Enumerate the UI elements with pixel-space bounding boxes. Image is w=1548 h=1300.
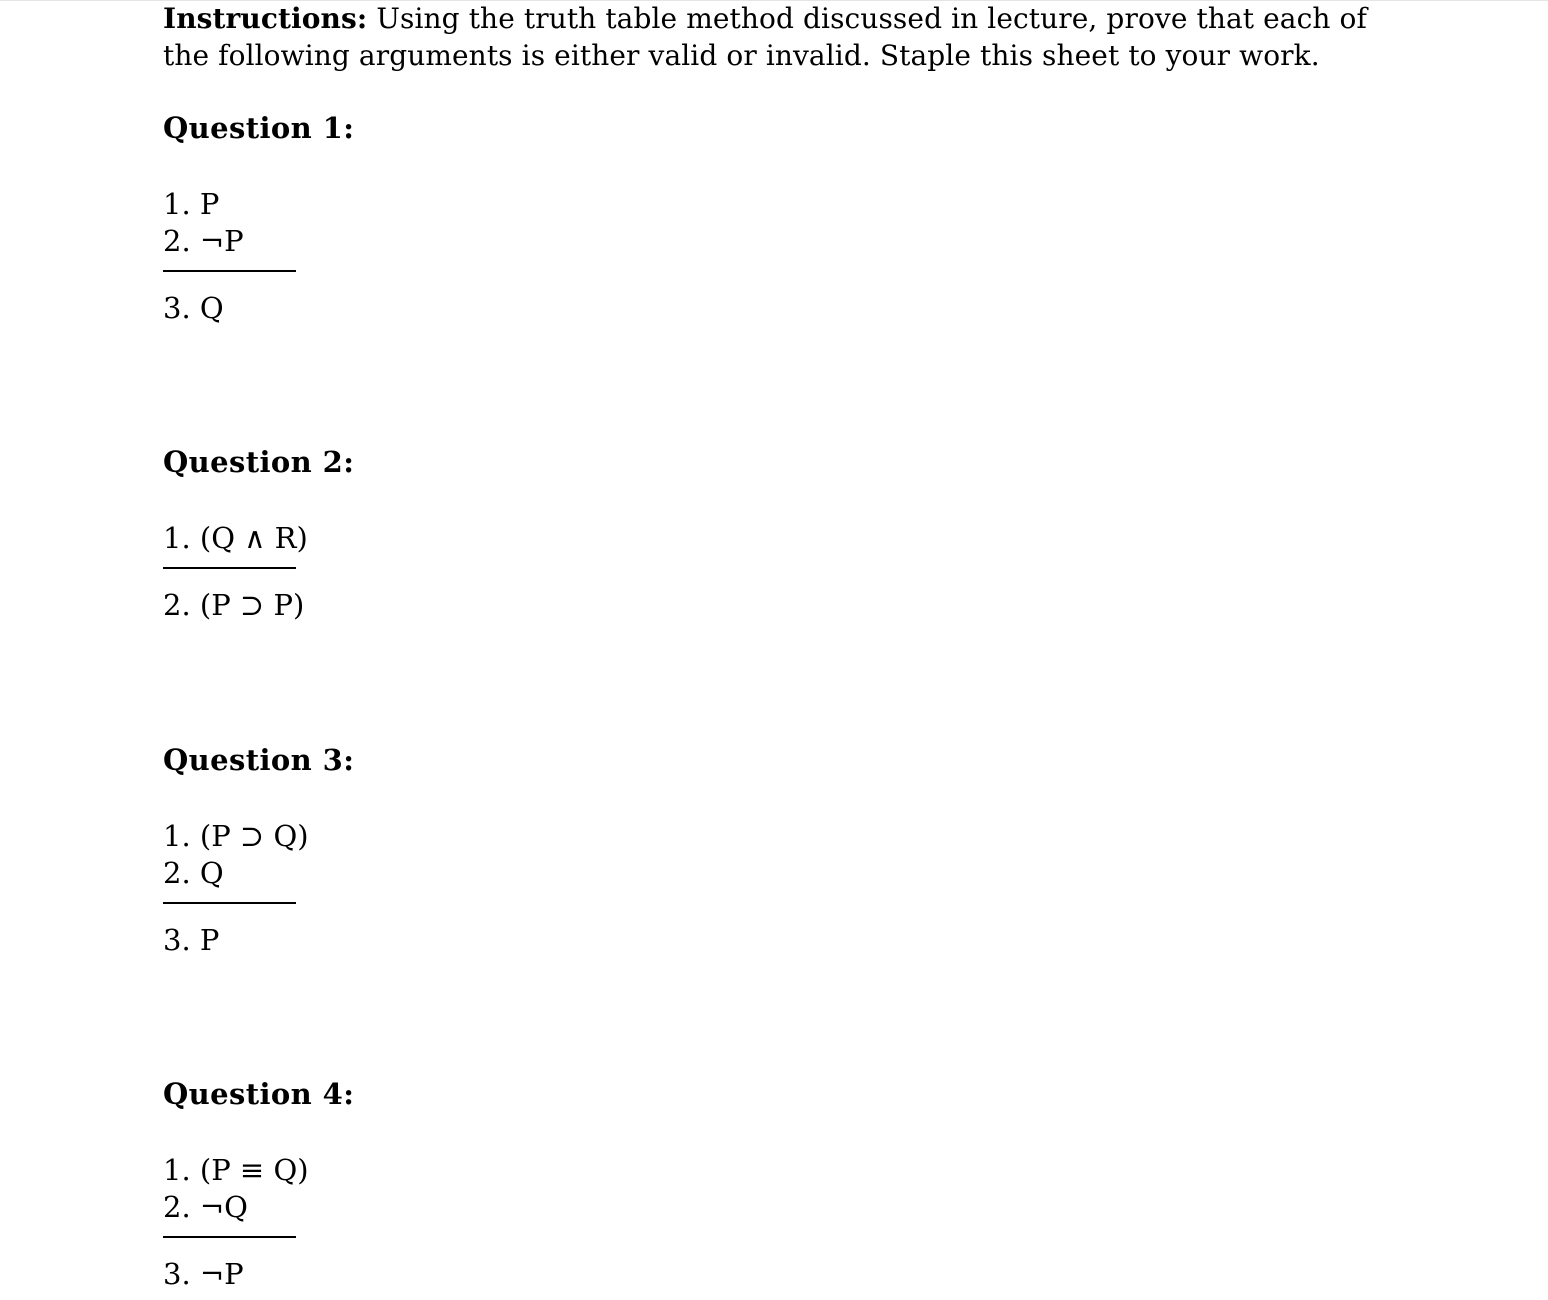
conclusion-line: 2. (P ⊃ P)	[163, 587, 305, 622]
question-4	[163, 1076, 763, 1293]
conclusion-line: 3. ¬P	[163, 1256, 244, 1291]
conclusion-line: 3. P	[163, 922, 220, 957]
question-3	[163, 742, 763, 959]
question-3-argument	[163, 818, 763, 959]
question-1-title: Question 1:	[163, 111, 355, 145]
premise-line: 1. (Q ∧ R)	[163, 521, 308, 555]
question-3-title: Question 3:	[163, 743, 355, 777]
instructions-paragraph	[163, 0, 1383, 74]
conclusion-divider	[163, 902, 296, 904]
question-1-argument	[163, 186, 763, 327]
instructions-label: Instructions:	[163, 2, 368, 35]
conclusion-divider	[163, 567, 296, 569]
question-4-title: Question 4:	[163, 1077, 355, 1111]
premise-line: 1. (P ≡ Q)	[163, 1153, 309, 1187]
premise-line: 2. ¬P	[163, 224, 244, 258]
question-2	[163, 444, 763, 624]
question-4-argument	[163, 1152, 763, 1293]
premise-line: 2. Q	[163, 856, 224, 890]
premise-line: 1. (P ⊃ Q)	[163, 819, 309, 853]
premise-line: 1. P	[163, 187, 220, 221]
conclusion-divider	[163, 1236, 296, 1238]
conclusion-divider	[163, 270, 296, 272]
question-2-title: Question 2:	[163, 445, 355, 479]
question-1	[163, 110, 763, 327]
conclusion-line: 3. Q	[163, 290, 224, 325]
instructions-text: Using the truth table method discussed in lecture, prove that each of the following arguments is either valid or invalid. Staple this sheet to your work.	[163, 2, 1367, 72]
question-2-argument	[163, 520, 763, 624]
premise-line: 2. ¬Q	[163, 1190, 248, 1224]
